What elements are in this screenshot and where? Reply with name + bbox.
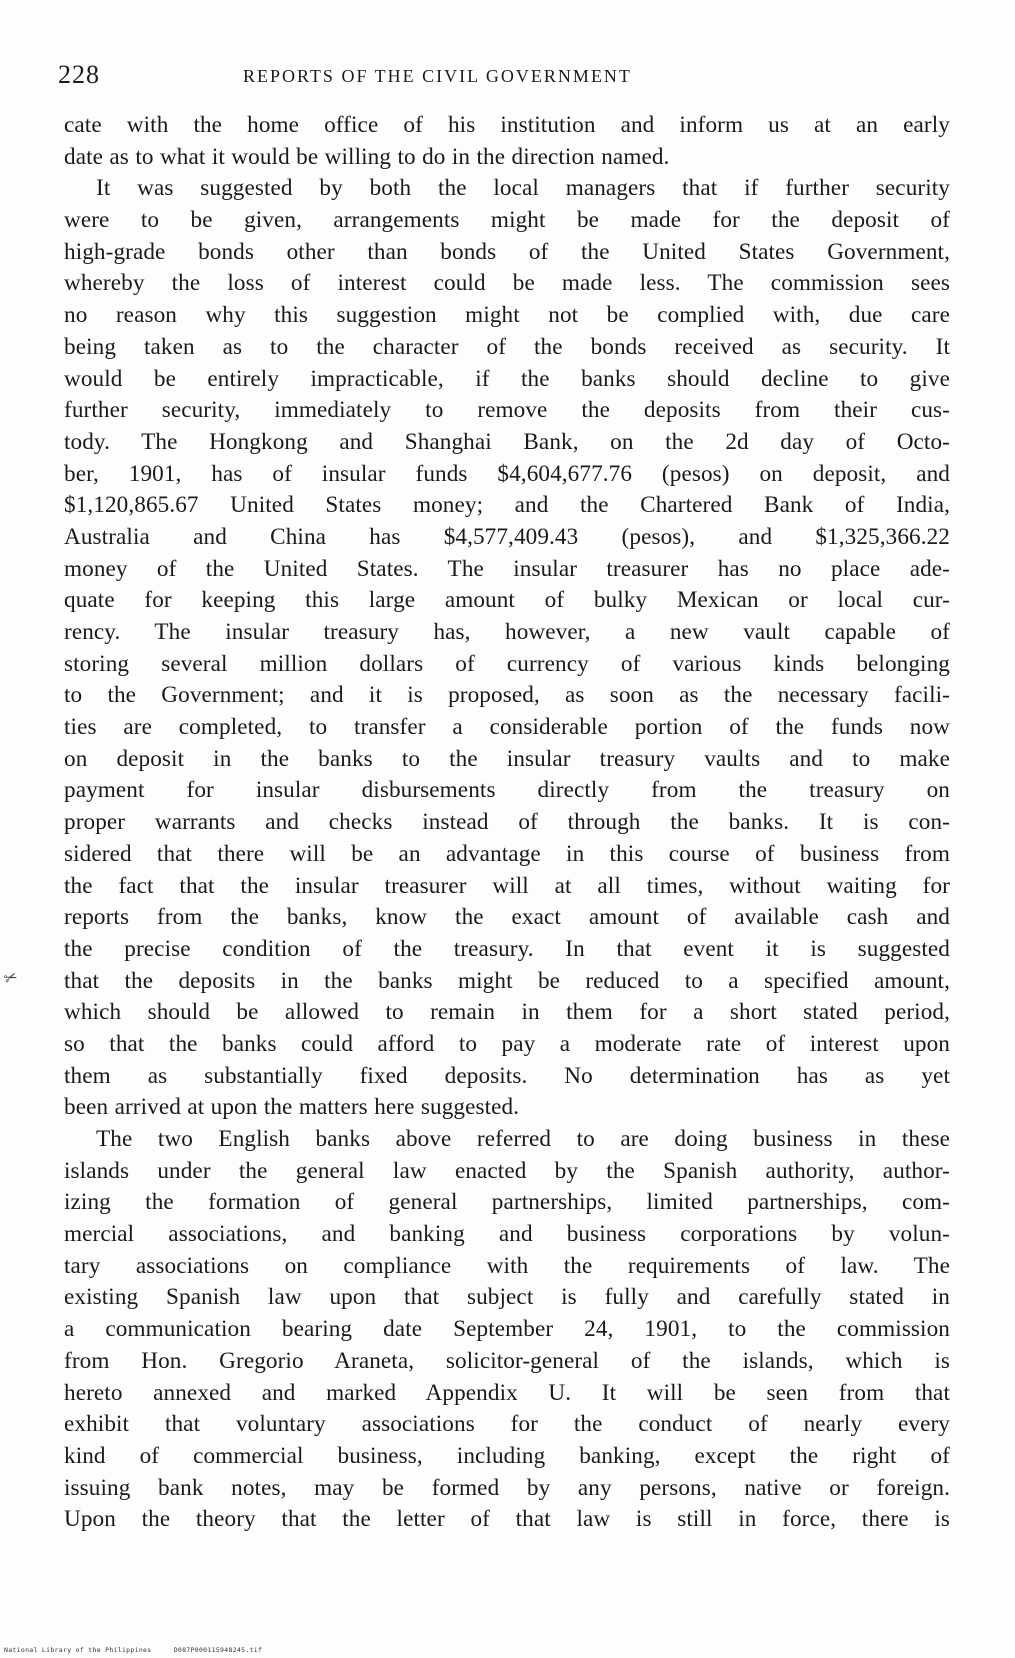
text-line: payment for insular disbursements directly from the treasury on — [64, 777, 950, 804]
text-line: Upon the theory that the letter of that law is still in force, there is — [64, 1506, 950, 1533]
text-line: from Hon. Gregorio Araneta, solicitor-general of the islands, which is — [64, 1347, 950, 1374]
text-line: further security, immediately to remove the deposits from their cus- — [64, 397, 950, 424]
text-line: which should be allowed to remain in them for a short stated period, — [64, 999, 950, 1026]
page-header — [58, 60, 958, 90]
text-line: whereby the loss of interest could be made less. The commission sees — [64, 270, 950, 297]
footer-library: National Library of the Philippines — [4, 1646, 152, 1654]
text-line: ber, 1901, has of insular funds $4,604,677.76 (pesos) on deposit, and — [64, 460, 950, 487]
page-footer — [4, 1646, 280, 1654]
text-line: storing several million dollars of currency of various kinds belonging — [64, 650, 950, 677]
text-line: proper warrants and checks instead of through the banks. It is con- — [64, 809, 950, 836]
text-line: money of the United States. The insular treasurer has no place ade- — [64, 555, 950, 582]
page-number: 228 — [58, 60, 100, 89]
text-line: islands under the general law enacted by the Spanish authority, author- — [64, 1157, 950, 1184]
text-line: so that the banks could afford to pay a moderate rate of interest upon — [64, 1030, 950, 1057]
text-line: to the Government; and it is proposed, as soon as the necessary facili- — [64, 682, 950, 709]
text-line: existing Spanish law upon that subject is fully and carefully stated in — [64, 1284, 950, 1311]
text-line: mercial associations, and banking and business corporations by volun- — [64, 1221, 950, 1248]
text-line: a communication bearing date September 24, 1901, to the commission — [64, 1316, 950, 1343]
text-line: cate with the home office of his institution and inform us at an early — [64, 112, 950, 138]
text-line: kind of commercial business, including banking, except the right of — [64, 1442, 950, 1469]
text-line: $1,120,865.67 United States money; and the Chartered Bank of India, — [64, 492, 950, 519]
text-line: The two English banks above referred to are doing business in these — [96, 1126, 950, 1152]
text-line: were to be given, arrangements might be made for the deposit of — [64, 207, 950, 234]
text-line: on deposit in the banks to the insular treasury vaults and to make — [64, 745, 950, 772]
text-line: no reason why this suggestion might not be complied with, due care — [64, 302, 950, 329]
text-line: tody. The Hongkong and Shanghai Bank, on the 2d day of Octo- — [64, 428, 950, 455]
footer-file-id: D087P000115948245.tif — [173, 1646, 263, 1654]
text-line: them as substantially fixed deposits. No determination has as yet — [64, 1062, 950, 1089]
text-line: Australia and China has $4,577,409.43 (pesos), and $1,325,366.22 — [64, 523, 950, 550]
text-line: reports from the banks, know the exact amount of available cash and — [64, 904, 950, 931]
text-line: that the deposits in the banks might be reduced to a specified amount, — [64, 967, 950, 994]
text-line: izing the formation of general partnerships, limited partnerships, com- — [64, 1189, 950, 1216]
text-line: sidered that there will be an advantage in this course of business from — [64, 840, 950, 867]
text-line: rency. The insular treasury has, however, a new vault capable of — [64, 619, 950, 645]
text-line: the precise condition of the treasury. In that event it is suggested — [64, 935, 950, 962]
text-line: date as to what it would be willing to do in the direction named. — [64, 143, 670, 170]
text-line: exhibit that voluntary associations for the conduct of nearly every — [64, 1411, 950, 1438]
text-line: tary associations on compliance with the requirements of law. The — [64, 1252, 950, 1279]
text-line: ties are completed, to transfer a considerable portion of the funds now — [64, 714, 950, 741]
text-line: being taken as to the character of the bonds received as security. It — [64, 333, 950, 360]
text-line: issuing bank notes, may be formed by any persons, native or foreign. — [64, 1474, 950, 1501]
running-head: REPORTS OF THE CIVIL GOVERNMENT — [243, 66, 632, 86]
body-text — [64, 110, 950, 1536]
text-line: It was suggested by both the local managers that if further security — [96, 175, 950, 202]
text-line: quate for keeping this large amount of bulky Mexican or local cur- — [64, 587, 950, 614]
text-line: would be entirely impracticable, if the banks should decline to give — [64, 365, 950, 392]
text-line: the fact that the insular treasurer will at all times, without waiting for — [64, 872, 950, 899]
text-line: been arrived at upon the matters here suggested. — [64, 1094, 520, 1121]
text-line: hereto annexed and marked Appendix U. It will be seen from that — [64, 1379, 950, 1406]
margin-mark: ✂ — [1, 966, 21, 989]
text-line: high-grade bonds other than bonds of the United States Government, — [64, 238, 950, 265]
